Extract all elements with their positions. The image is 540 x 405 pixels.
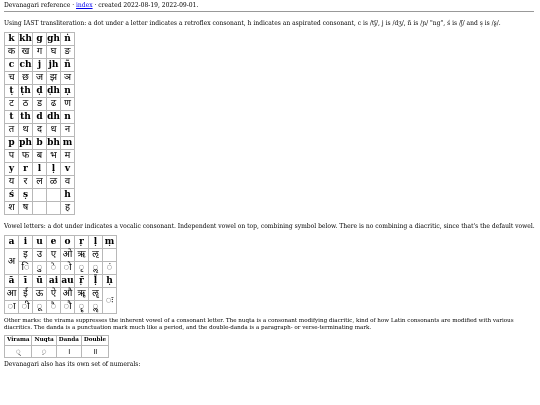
consonant-devanagari-row [5,176,75,189]
consonant-devanagari-cell: ह [61,202,75,215]
consonant-devanagari-cell: ड [33,98,47,111]
consonant-latin-row [5,33,75,46]
consonant-table [4,32,75,215]
consonant-devanagari-cell: च [5,72,19,85]
vowel-combining-row [5,262,117,275]
vowel-combining-cell: ◌ो [61,262,75,275]
consonant-latin-cell [33,189,47,202]
vowel-combining-cell: ◌ा [5,301,19,314]
other-marks-text-2: danda is a punctuation mark much like a period, and the double-danda is a paragraph- or verse-terminating mark. [46,325,372,331]
other-marks-table [4,335,109,358]
vowel-a-cell: अ [5,249,19,275]
consonant-devanagari-row [5,124,75,137]
consonant-devanagari-cell: ज [33,72,47,85]
vowel-combining-cell: ◌ॢ [89,262,103,275]
consonant-latin-cell: m [61,137,75,150]
page-header [4,2,536,10]
vowel-latin-cell: ḥ [103,275,117,288]
vowel-latin-cell: o [61,236,75,249]
vowel-independent-cell: औ [61,288,75,301]
consonant-devanagari-row [5,202,75,215]
consonant-devanagari-cell: ब [33,150,47,163]
vowel-independent-cell: इ [19,249,33,262]
header-rule [4,11,534,12]
consonant-devanagari-cell: ठ [19,98,33,111]
vowel-latin-cell: au [61,276,74,286]
consonant-latin-cell: ś [5,189,19,202]
vowel-latin-cell: ṝ [75,275,89,288]
consonant-latin-row [5,189,75,202]
vowel-combining-cell: ◌ी [19,301,33,314]
vowel-latin-cell: ṛ [75,236,89,249]
vowel-combining-cell: ◌ु [33,262,47,275]
other-marks-header-cell: Nuqta [32,336,56,346]
vowel-combining-cell: ◌ॄ [75,301,89,314]
vowel-latin-cell: ū [33,275,47,288]
vowel-paragraph: Vowel letters: a dot under indicates a vocalic consonant. Independent vowel on top, combining symbol below. There is no combining a diacritic, since that's the default vowel. [4,223,535,230]
other-marks-symbol-cell: । [56,346,81,358]
consonant-latin-cell: dh [47,112,60,122]
vowel-independent-row [5,288,117,301]
consonant-devanagari-cell [33,202,47,215]
vowel-independent-cell: ऐ [47,288,61,301]
page [4,2,536,369]
vowel-combining-cell: ◌ौ [61,301,75,314]
vowel-combining-cell: ◌ृ [75,262,89,275]
consonant-devanagari-cell: झ [47,72,61,85]
consonant-devanagari-row [5,72,75,85]
consonant-devanagari-cell: ट [5,98,19,111]
other-marks-text-1: Other marks: the virama suppresses the inherent vowel of a consonant letter. The nuqta is a consonant modifying diacritic, kind of how Latin consonants are modified with various diacritics. The [4,318,514,331]
consonant-devanagari-cell: ळ [47,176,61,189]
consonant-devanagari-cell: घ [47,46,61,59]
other-marks-symbol-row [5,346,109,358]
vowel-latin-cell: ḷ [89,236,103,249]
consonant-latin-cell: g [33,33,47,46]
consonant-devanagari-cell: ल [33,176,47,189]
vowel-independent-cell: ऋ [75,249,89,262]
vowel-independent-cell: ए [47,249,61,262]
consonant-devanagari-cell: ण [61,98,75,111]
consonant-devanagari-cell: ष [19,202,33,215]
vowel-independent-cell: उ [33,249,47,262]
consonant-latin-cell: gh [47,34,60,44]
vowel-latin-cell: i [19,236,33,249]
vowel-combining-cell: ◌ै [47,301,61,314]
vowel-table [4,235,117,314]
vowel-latin-cell: ṃ [103,236,117,249]
consonant-devanagari-row [5,98,75,111]
consonant-latin-cell: r [19,163,33,176]
page-title: Devanagari reference [4,2,71,9]
consonant-latin-cell: kh [19,34,32,44]
consonant-latin-cell: n [61,111,75,124]
other-marks-header-cell: Virama [5,336,32,346]
vowel-latin-cell: ḹ [89,275,103,288]
consonant-latin-cell: ṇ [61,85,75,98]
consonant-latin-cell: ḍh [47,86,60,96]
consonant-devanagari-cell: य [5,176,19,189]
consonant-latin-cell: h [61,189,75,202]
anusvara-cell: ◌ं [103,262,117,275]
consonant-latin-cell: y [5,163,19,176]
consonant-latin-cell: ṣ [19,189,33,202]
consonant-latin-cell: ñ [61,59,75,72]
consonant-latin-cell: b [33,137,47,150]
consonant-devanagari-cell: न [61,124,75,137]
created-date: · created 2022-08-19, 2022-09-01. [92,2,199,9]
consonant-latin-cell: ṭh [20,86,31,96]
consonant-devanagari-cell: ङ [61,46,75,59]
other-marks-header-row [5,336,109,346]
vowel-latin-row [5,275,117,288]
other-marks-paragraph [4,318,534,332]
consonant-latin-cell: l [33,163,47,176]
other-marks-symbol-cell: ◌् [5,346,32,358]
consonant-latin-cell: j [33,59,47,72]
index-link[interactable]: index [76,2,93,9]
consonant-devanagari-row [5,150,75,163]
consonant-devanagari-cell: क [5,46,19,59]
consonant-devanagari-cell: भ [47,150,61,163]
vowel-independent-cell: आ [5,288,19,301]
vowel-combining-cell: ◌े [47,262,61,275]
consonant-devanagari-cell: श [5,202,19,215]
consonant-devanagari-cell: छ [19,72,33,85]
consonant-latin-row [5,163,75,176]
consonant-latin-cell: v [61,163,75,176]
consonant-latin-cell: ch [19,60,32,70]
consonant-devanagari-cell: ख [19,46,33,59]
vowel-empty-cell [103,249,117,262]
vowel-latin-cell: u [33,236,47,249]
consonant-latin-cell: k [5,33,19,46]
consonant-devanagari-cell: त [5,124,19,137]
consonant-devanagari-cell: ञ [61,72,75,85]
consonant-devanagari-cell [47,202,61,215]
consonant-latin-row [5,85,75,98]
vowel-combining-cell: ◌ू [33,301,47,314]
consonant-latin-cell: ṅ [61,33,75,46]
consonant-latin-cell: ṭ [5,85,19,98]
vowel-independent-cell: ॡ [89,288,103,301]
vowel-latin-cell: e [47,236,61,249]
consonant-latin-row [5,137,75,150]
vowel-latin-cell: ā [5,275,19,288]
vowel-combining-cell: ◌ॣ [89,301,103,314]
other-marks-symbol-cell: ◌़ [32,346,56,358]
consonant-latin-row [5,59,75,72]
consonant-devanagari-cell: ग [33,46,47,59]
intro-paragraph: Using IAST transliteration: a dot under a letter indicates a retroflex consonant, h indicates an aspirated consonant, c is /tʃ/, j is /dʒ/, ñ is /ɲ/ "ng", ś is /ʃ/ and ṣ is /ʂ/. [4,20,501,27]
consonant-latin-cell: p [5,137,19,150]
consonant-latin-cell: d [33,111,47,124]
other-marks-header-cell: Danda [56,336,81,346]
consonant-devanagari-cell: थ [19,124,33,137]
vowel-latin-row [5,236,117,249]
consonant-devanagari-cell: ध [47,124,61,137]
consonant-latin-cell [47,189,61,202]
vowel-combining-cell: ◌ि [19,262,33,275]
consonant-devanagari-cell: द [33,124,47,137]
consonant-devanagari-cell: प [5,150,19,163]
consonant-latin-cell: bh [47,138,60,148]
consonant-latin-cell: jh [47,59,61,72]
vowel-independent-cell: ॠ [75,288,89,301]
vowel-latin-cell: a [5,236,19,249]
consonant-latin-cell: ḍ [33,85,47,98]
vowel-independent-row [5,249,117,262]
consonant-devanagari-cell: व [61,176,75,189]
other-marks-header-cell: Double [81,336,108,346]
visarga-cell: ◌ः [103,288,117,314]
consonant-devanagari-cell: र [19,176,33,189]
consonant-latin-row [5,111,75,124]
vowel-combining-row [5,301,117,314]
numerals-intro: Devanagari also has its own set of numerals: [4,361,141,368]
consonant-latin-cell: th [20,112,31,122]
consonant-devanagari-cell: ढ [47,98,61,111]
vowel-independent-cell: ऊ [33,288,47,301]
consonant-devanagari-cell: म [61,150,75,163]
consonant-devanagari-cell: फ [19,150,33,163]
vowel-latin-cell: ī [19,275,33,288]
separator: · [70,2,77,9]
vowel-independent-cell: ओ [61,249,75,262]
consonant-latin-cell: ph [19,138,32,148]
vowel-independent-cell: ऌ [89,249,103,262]
consonant-devanagari-row [5,46,75,59]
vowel-independent-cell: ई [19,288,33,301]
consonant-latin-cell: c [5,59,19,72]
consonant-latin-cell: ḷ [47,163,61,176]
vowel-latin-cell: ai [47,275,61,288]
consonant-latin-cell: t [5,111,19,124]
other-marks-symbol-cell: ॥ [81,346,108,358]
